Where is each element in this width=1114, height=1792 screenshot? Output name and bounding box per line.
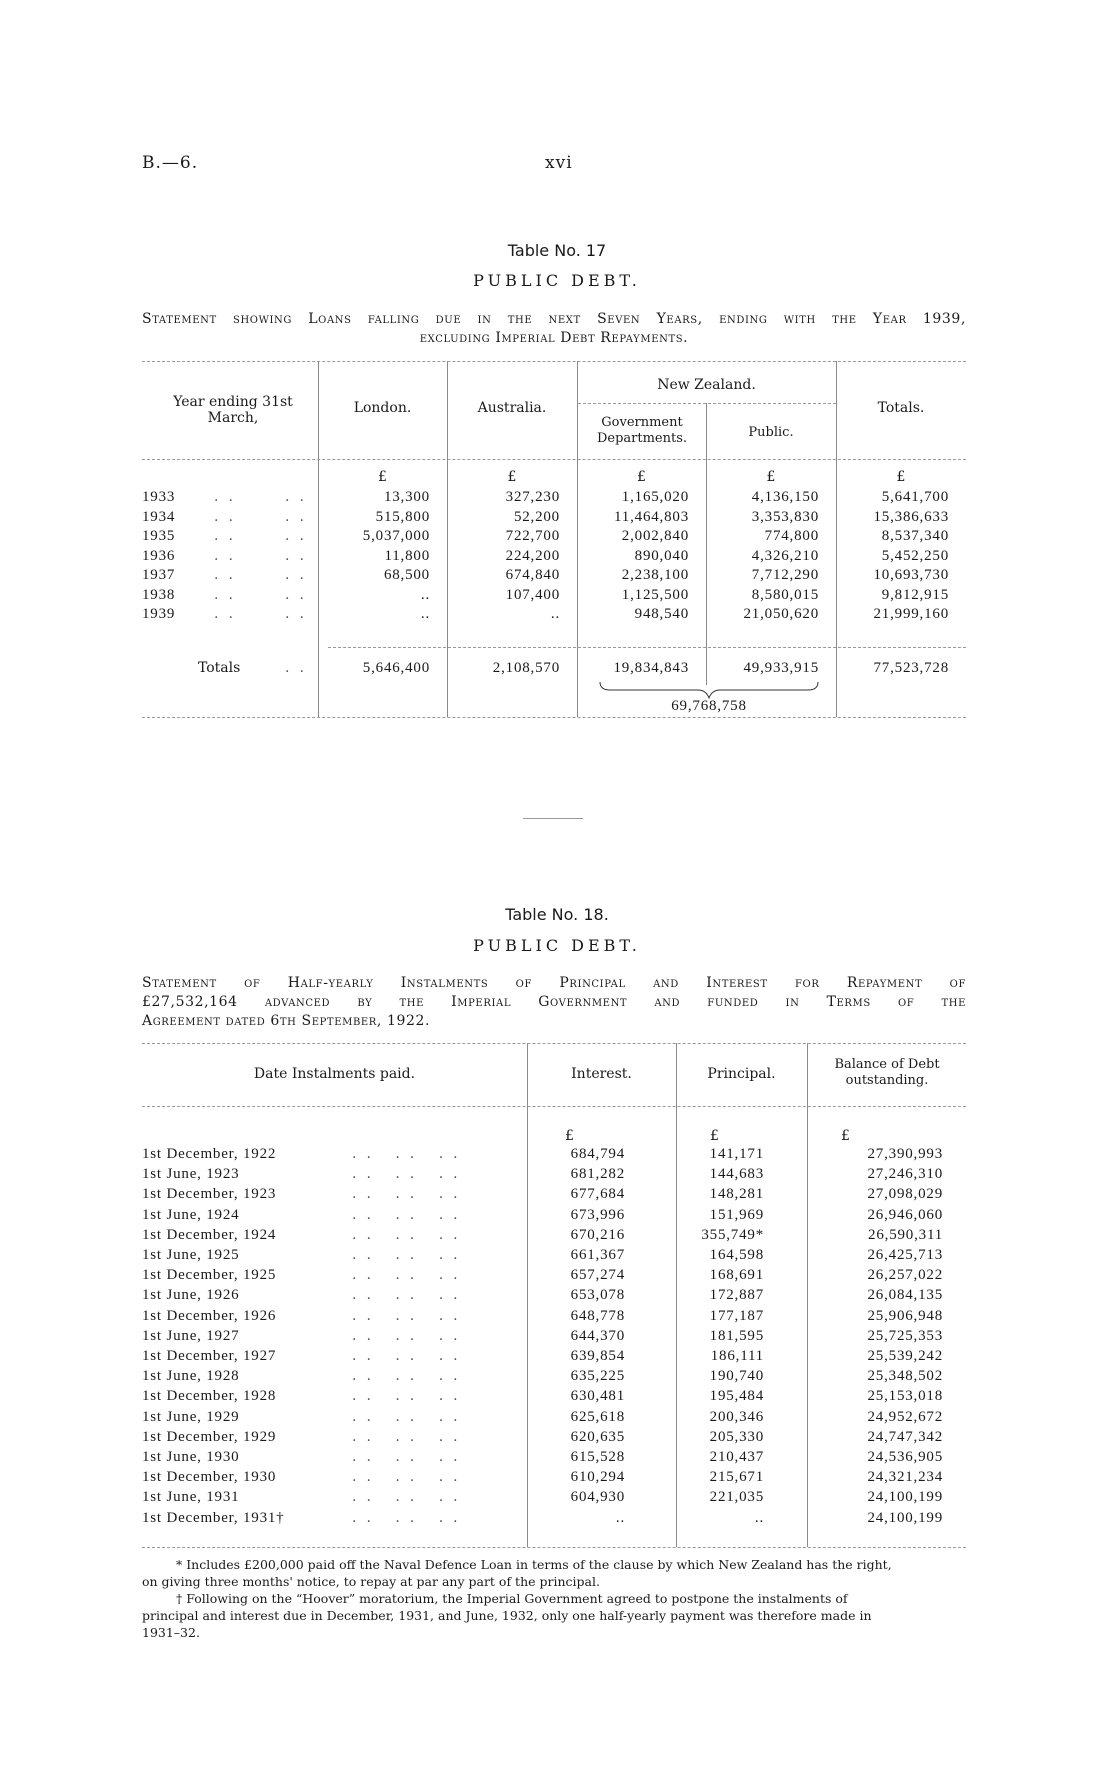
leader-dots: .. .. .. — [352, 1166, 468, 1182]
row-year: 1937 — [142, 567, 176, 583]
row-date: 1st December, 1929 — [142, 1429, 277, 1445]
table17-top-rule — [142, 361, 966, 362]
row-principal: 151,969 — [709, 1207, 764, 1223]
table17-header-totals: Totals. — [877, 400, 925, 416]
table17-totals-label: Totals — [198, 660, 241, 676]
page-number: xvi — [545, 153, 573, 173]
row-date: 1st June, 1924 — [142, 1207, 240, 1223]
row-interest: 670,216 — [570, 1227, 625, 1243]
table17-label: Table No. 17 — [507, 241, 607, 260]
table17-statement — [142, 310, 966, 348]
row-principal: 195,484 — [709, 1388, 764, 1404]
row-date: 1st December, 1925 — [142, 1267, 277, 1283]
leader-dots: .. — [285, 489, 314, 505]
leader-dots: .. — [285, 509, 314, 525]
row-date: 1st June, 1925 — [142, 1247, 240, 1263]
row-london: 5,037,000 — [362, 528, 430, 544]
row-date: 1st December, 1922 — [142, 1146, 277, 1162]
row-govt: 1,125,500 — [621, 587, 689, 603]
row-principal: 210,437 — [709, 1449, 764, 1465]
row-total: 10,693,730 — [873, 567, 949, 583]
page-reference: B.—6. — [142, 153, 199, 173]
row-principal: 168,691 — [709, 1267, 764, 1283]
row-balance: 27,098,029 — [867, 1186, 943, 1202]
row-london: 11,800 — [384, 548, 430, 564]
table17-header-london: London. — [353, 400, 412, 416]
row-year: 1935 — [142, 528, 176, 544]
row-interest: 677,684 — [570, 1186, 625, 1202]
row-date: 1st June, 1927 — [142, 1328, 240, 1344]
row-total: 21,999,160 — [873, 606, 949, 622]
table17-total-govt: 19,834,843 — [613, 660, 689, 676]
leader-dots: .. .. .. — [352, 1409, 468, 1425]
table18-statement-line1: Statement of Half-yearly Instalments of Principal and Interest for Repayment of — [142, 975, 966, 991]
currency-symbol: £ — [766, 469, 776, 485]
row-balance: 27,246,310 — [867, 1166, 943, 1182]
row-balance: 24,747,342 — [867, 1429, 943, 1445]
row-principal: 144,683 — [709, 1166, 764, 1182]
table17-title: PUBLIC DEBT. — [473, 271, 641, 290]
leader-dots: .. .. .. — [352, 1186, 468, 1202]
table17-nz-combined-total: 69,768,758 — [671, 698, 747, 714]
row-balance: 25,348,502 — [867, 1368, 943, 1384]
footnote-2-line3: 1931–32. — [142, 1625, 200, 1640]
leader-dots: .. — [214, 509, 243, 525]
row-balance: 24,100,199 — [867, 1489, 943, 1505]
leader-dots: .. .. .. — [352, 1247, 468, 1263]
row-date: 1st June, 1931 — [142, 1489, 240, 1505]
row-balance: 24,100,199 — [867, 1510, 943, 1526]
row-principal: 141,171 — [709, 1146, 764, 1162]
leader-dots: .. — [285, 567, 314, 583]
row-balance: 25,906,948 — [867, 1308, 943, 1324]
row-balance: 25,539,242 — [867, 1348, 943, 1364]
currency-symbol: £ — [637, 469, 646, 485]
table18-header-principal: Principal. — [707, 1066, 776, 1082]
row-principal: 205,330 — [709, 1429, 764, 1445]
table18-top-rule — [142, 1043, 966, 1044]
row-balance: 26,590,311 — [868, 1227, 943, 1243]
currency-symbol: £ — [378, 469, 387, 485]
row-govt: 1,165,020 — [621, 489, 689, 505]
row-principal: 181,595 — [709, 1328, 764, 1344]
row-balance: 25,725,353 — [867, 1328, 943, 1344]
row-interest: 653,078 — [570, 1287, 625, 1303]
row-public: 3,353,830 — [751, 509, 819, 525]
row-australia: 107,400 — [505, 587, 560, 603]
table17-statement-line1: Statement showing Loans falling due in the next Seven Years, ending with the Year 1939, — [142, 311, 966, 327]
row-principal: 148,281 — [709, 1186, 764, 1202]
row-australia: .. — [550, 606, 560, 622]
row-govt: 2,238,100 — [621, 567, 689, 583]
row-date: 1st December, 1927 — [142, 1348, 277, 1364]
table17-header-govt: Government Departments. — [596, 415, 688, 446]
row-australia: 224,200 — [505, 548, 560, 564]
leader-dots: .. .. .. — [352, 1308, 468, 1324]
row-year: 1933 — [142, 489, 176, 505]
row-australia: 674,840 — [505, 567, 560, 583]
row-principal: 172,887 — [709, 1287, 764, 1303]
row-australia: 52,200 — [513, 509, 560, 525]
table18-label: Table No. 18. — [505, 905, 609, 924]
table17-bottom-rule — [142, 717, 966, 718]
row-australia: 722,700 — [505, 528, 560, 544]
leader-dots: .. — [214, 587, 243, 603]
currency-symbol: £ — [710, 1128, 719, 1144]
table17-grand-total: 77,523,728 — [873, 660, 949, 676]
footnote-1-line1: * Includes £200,000 paid off the Naval Defence Loan in terms of the clause by which New Zealand has the right, — [176, 1557, 892, 1572]
row-date: 1st June, 1929 — [142, 1409, 240, 1425]
row-total: 8,537,340 — [881, 528, 949, 544]
row-govt: 11,464,803 — [614, 509, 689, 525]
table18-statement-line3: Agreement dated 6th September, 1922. — [142, 1013, 431, 1029]
row-total: 15,386,633 — [873, 509, 949, 525]
table17-header-year: Year ending 31st March, — [173, 394, 293, 426]
row-govt: 2,002,840 — [621, 528, 689, 544]
leader-dots: .. .. .. — [352, 1489, 468, 1505]
row-interest: 604,930 — [570, 1489, 625, 1505]
row-balance: 27,390,993 — [867, 1146, 943, 1162]
row-date: 1st June, 1923 — [142, 1166, 240, 1182]
row-principal: 221,035 — [709, 1489, 764, 1505]
row-govt: 890,040 — [634, 548, 689, 564]
row-interest: 684,794 — [570, 1146, 625, 1162]
row-date: 1st June, 1930 — [142, 1449, 240, 1465]
row-interest: 635,225 — [570, 1368, 625, 1384]
row-principal: 177,187 — [709, 1308, 764, 1324]
row-london: .. — [420, 587, 430, 603]
leader-dots: .. — [214, 567, 243, 583]
footnote-2-line2: principal and interest due in December, 1931, and June, 1932, only one half-yearly payment was therefore made in — [142, 1608, 872, 1623]
row-year: 1936 — [142, 548, 176, 564]
row-public: 21,050,620 — [743, 606, 819, 622]
row-london: 515,800 — [375, 509, 430, 525]
row-principal: .. — [754, 1510, 764, 1526]
row-date: 1st December, 1930 — [142, 1469, 277, 1485]
row-date: 1st December, 1923 — [142, 1186, 277, 1202]
row-principal: 215,671 — [709, 1469, 764, 1485]
table17-header-new-zealand: New Zealand. — [657, 377, 756, 393]
row-interest: 657,274 — [570, 1267, 625, 1283]
row-total: 9,812,915 — [881, 587, 949, 603]
row-principal: 200,346 — [709, 1409, 764, 1425]
row-interest: 673,996 — [570, 1207, 625, 1223]
row-interest: 644,370 — [570, 1328, 625, 1344]
leader-dots: .. — [285, 587, 314, 603]
table18-header-interest: Interest. — [571, 1066, 632, 1082]
row-interest: 681,282 — [570, 1166, 625, 1182]
row-london: .. — [420, 606, 430, 622]
leader-dots: .. .. .. — [352, 1388, 468, 1404]
row-australia: 327,230 — [505, 489, 560, 505]
leader-dots: .. — [285, 660, 314, 676]
row-principal: 164,598 — [709, 1247, 764, 1263]
leader-dots: .. — [285, 606, 314, 622]
table18-header-date: Date Instalments paid. — [253, 1066, 416, 1082]
row-london: 68,500 — [383, 567, 430, 583]
leader-dots: .. .. .. — [352, 1287, 468, 1303]
row-principal: 186,111 — [710, 1348, 764, 1364]
row-year: 1934 — [142, 509, 176, 525]
row-public: 7,712,290 — [751, 567, 819, 583]
table17-nz-subrule — [578, 403, 836, 404]
leader-dots: .. .. .. — [352, 1328, 468, 1344]
row-interest: .. — [615, 1510, 625, 1526]
table17-total-public: 49,933,915 — [743, 660, 819, 676]
row-interest: 625,618 — [570, 1409, 625, 1425]
currency-symbol: £ — [565, 1128, 574, 1144]
row-govt: 948,540 — [634, 606, 689, 622]
row-public: 8,580,015 — [751, 587, 819, 603]
row-date: 1st December, 1926 — [142, 1308, 277, 1324]
row-balance: 24,952,672 — [867, 1409, 943, 1425]
row-balance: 24,536,905 — [867, 1449, 943, 1465]
row-public: 774,800 — [764, 528, 819, 544]
table17-header-rule — [142, 459, 966, 460]
table17-header-australia: Australia. — [477, 400, 547, 416]
leader-dots: .. .. .. — [352, 1449, 468, 1465]
table18-bottom-rule — [142, 1547, 966, 1548]
table18-title: PUBLIC DEBT. — [473, 936, 641, 955]
table17-header-public: Public. — [748, 425, 794, 440]
row-balance: 26,257,022 — [867, 1267, 943, 1283]
leader-dots: .. .. .. — [352, 1429, 468, 1445]
table18-header-balance: Balance of Debt outstanding. — [834, 1057, 940, 1088]
table18-statement-line2: £27,532,164 advanced by the Imperial Government and funded in Terms of the — [142, 994, 966, 1010]
table18-header-rule — [142, 1106, 966, 1107]
row-balance: 26,084,135 — [867, 1287, 943, 1303]
row-interest: 620,635 — [570, 1429, 625, 1445]
footnote-1-line2: on giving three months' notice, to repay at par any part of the principal. — [142, 1574, 600, 1589]
row-interest: 615,528 — [570, 1449, 625, 1465]
leader-dots: .. .. .. — [352, 1469, 468, 1485]
row-principal: 190,740 — [709, 1368, 764, 1384]
leader-dots: .. — [214, 548, 243, 564]
row-london: 13,300 — [383, 489, 430, 505]
currency-symbol: £ — [841, 1128, 850, 1144]
leader-dots: .. — [214, 489, 243, 505]
leader-dots: .. .. .. — [352, 1146, 468, 1162]
leader-dots: .. .. .. — [352, 1227, 468, 1243]
currency-symbol: £ — [507, 469, 517, 485]
leader-dots: .. .. .. — [352, 1368, 468, 1384]
table17-totals-rule — [328, 647, 966, 648]
table17-statement-line2: excluding Imperial Debt Repayments. — [419, 330, 689, 346]
row-public: 4,326,210 — [751, 548, 819, 564]
table17-total-london: 5,646,400 — [362, 660, 430, 676]
row-date: 1st December, 1931† — [142, 1510, 285, 1526]
row-interest: 661,367 — [570, 1247, 625, 1263]
row-year: 1939 — [142, 606, 176, 622]
currency-symbol: £ — [896, 469, 906, 485]
row-interest: 648,778 — [570, 1308, 625, 1324]
row-balance: 25,153,018 — [867, 1388, 943, 1404]
row-year: 1938 — [142, 587, 176, 603]
row-interest: 610,294 — [570, 1469, 625, 1485]
table18-statement — [142, 974, 966, 1031]
leader-dots: .. .. .. — [352, 1207, 468, 1223]
row-date: 1st June, 1926 — [142, 1287, 240, 1303]
row-principal: 355,749* — [701, 1227, 764, 1243]
row-interest: 639,854 — [570, 1348, 625, 1364]
row-balance: 26,946,060 — [867, 1207, 943, 1223]
leader-dots: .. .. .. — [352, 1348, 468, 1364]
row-total: 5,641,700 — [881, 489, 949, 505]
leader-dots: .. — [214, 528, 243, 544]
section-separator — [523, 818, 583, 819]
footnote-2-line1: † Following on the “Hoover” moratorium, the Imperial Government agreed to postpone the instalments of — [176, 1591, 848, 1606]
row-date: 1st December, 1928 — [142, 1388, 277, 1404]
leader-dots: .. — [285, 548, 314, 564]
table17-total-australia: 2,108,570 — [492, 660, 560, 676]
leader-dots: .. — [214, 606, 243, 622]
leader-dots: .. .. .. — [352, 1510, 468, 1526]
row-public: 4,136,150 — [751, 489, 819, 505]
row-date: 1st December, 1924 — [142, 1227, 277, 1243]
row-balance: 26,425,713 — [867, 1247, 943, 1263]
row-interest: 630,481 — [570, 1388, 625, 1404]
leader-dots: .. .. .. — [352, 1267, 468, 1283]
row-date: 1st June, 1928 — [142, 1368, 240, 1384]
row-balance: 24,321,234 — [867, 1469, 943, 1485]
row-total: 5,452,250 — [881, 548, 949, 564]
leader-dots: .. — [285, 528, 314, 544]
